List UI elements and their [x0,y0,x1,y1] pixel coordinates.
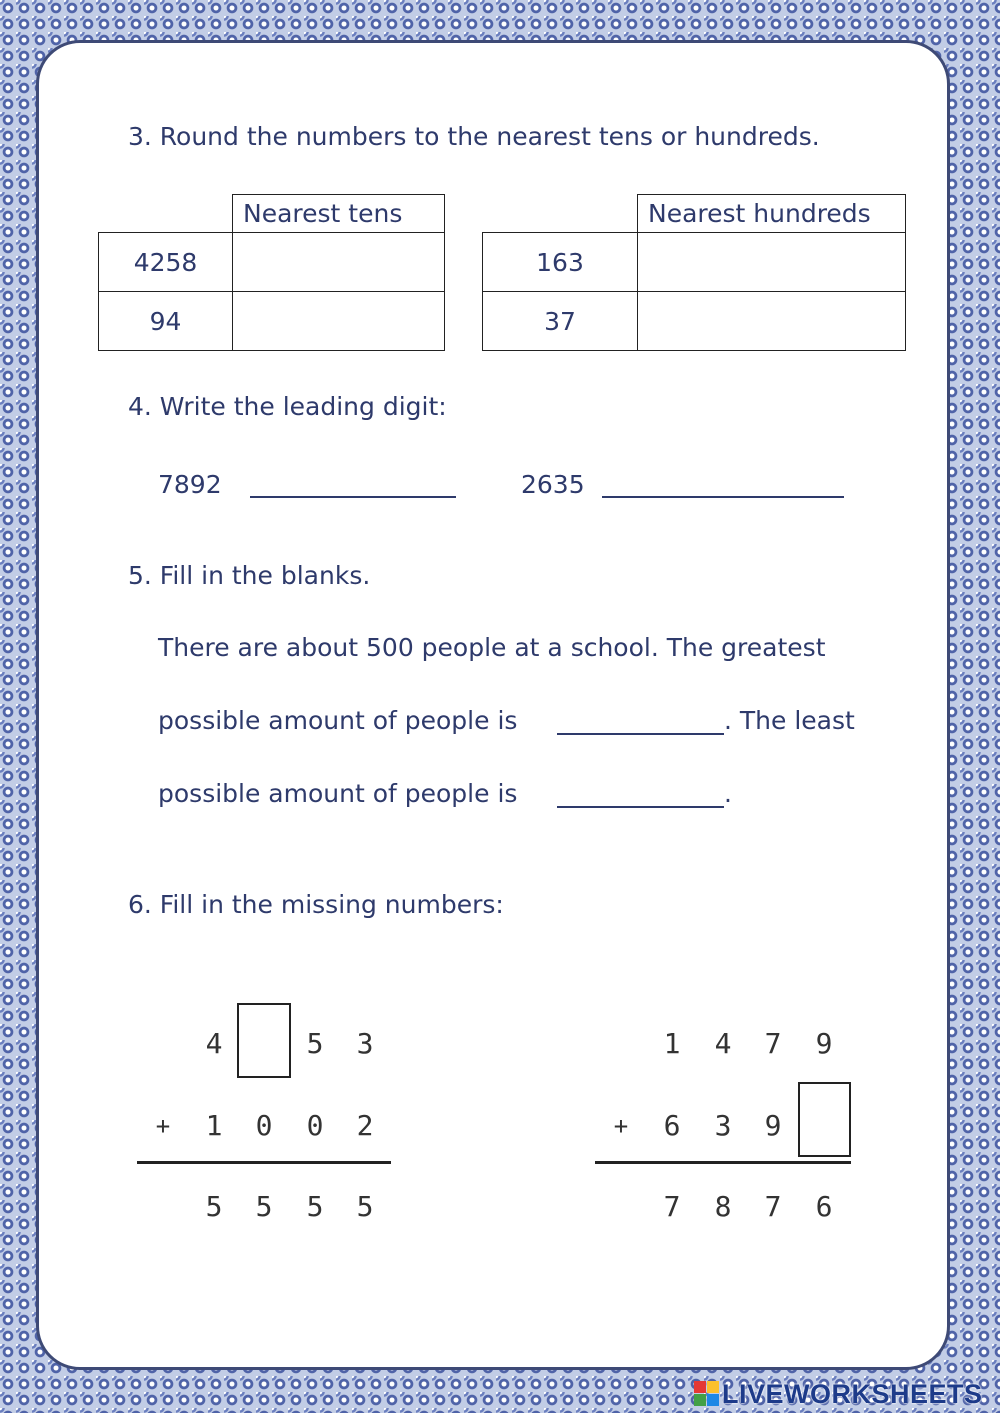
liveworksheets-brand [694,1378,983,1410]
p1-bottom-digit-1: 1 [205,1109,223,1142]
p1-top-digit-3: 5 [306,1027,324,1060]
p2-top-digit-3: 7 [764,1027,782,1060]
p1-bottom-digit-4: 2 [356,1109,374,1142]
q4-title: 4. Write the leading digit: [128,392,447,421]
leading-digit-number-2: 2635 [521,470,585,499]
p2-result-digit-1: 7 [663,1190,681,1223]
tens-table-corner [99,195,233,233]
p1-result-digit-2: 5 [255,1190,273,1223]
p2-top-digit-1: 1 [663,1027,681,1060]
tens-answer-cell-1[interactable] [233,233,445,292]
tens-number-4258: 4258 [99,233,233,292]
q3-title: 3. Round the numbers to the nearest tens or hundreds. [128,122,820,151]
p1-plus-sign: + [155,1112,171,1140]
hundreds-table-corner [483,195,638,233]
least-amount-blank[interactable] [557,806,724,808]
tens-number-94: 94 [99,292,233,351]
p2-top-digit-2: 4 [714,1027,732,1060]
leading-digit-number-1: 7892 [158,470,222,499]
q5-line-2-end: . The least [724,706,855,735]
greatest-amount-blank[interactable] [557,733,724,735]
p1-bottom-digit-3: 0 [306,1109,324,1142]
hundreds-answer-cell-1[interactable] [638,233,906,292]
p1-bottom-digit-2: 0 [255,1109,273,1142]
p2-plus-sign: + [613,1112,629,1140]
p1-missing-digit-box[interactable] [237,1003,291,1078]
p2-top-digit-4: 9 [815,1027,833,1060]
hundreds-table-header: Nearest hundreds [638,195,906,233]
p2-result-digit-2: 8 [714,1190,732,1223]
q5-title: 5. Fill in the blanks. [128,561,371,590]
p2-result-digit-4: 6 [815,1190,833,1223]
hundreds-number-163: 163 [483,233,638,292]
p1-result-digit-4: 5 [356,1190,374,1223]
p2-bottom-digit-3: 9 [764,1109,782,1142]
p2-bottom-digit-2: 3 [714,1109,732,1142]
p1-top-digit-1: 4 [205,1027,223,1060]
liveworksheets-wordmark: LIVEWORKSHEETS [722,1378,983,1409]
q5-line-3-end: . [724,779,732,808]
hundreds-number-37: 37 [483,292,638,351]
nearest-tens-table [98,194,445,351]
p2-sum-line [595,1161,851,1164]
p1-result-digit-3: 5 [306,1190,324,1223]
hundreds-answer-cell-2[interactable] [638,292,906,351]
p2-missing-digit-box[interactable] [798,1082,851,1157]
liveworksheets-logo-icon [694,1381,720,1407]
tens-answer-cell-2[interactable] [233,292,445,351]
p1-result-digit-1: 5 [205,1190,223,1223]
leading-digit-blank-1[interactable] [250,496,456,498]
q5-line-1: There are about 500 people at a school. The greatest [158,633,826,662]
tens-table-header: Nearest tens [233,195,445,233]
leading-digit-blank-2[interactable] [602,496,844,498]
p2-result-digit-3: 7 [764,1190,782,1223]
q5-line-3-start: possible amount of people is [158,779,518,808]
nearest-hundreds-table [482,194,906,351]
q5-line-2-start: possible amount of people is [158,706,518,735]
p2-bottom-digit-1: 6 [663,1109,681,1142]
q6-title: 6. Fill in the missing numbers: [128,890,504,919]
p1-top-digit-4: 3 [356,1027,374,1060]
p1-sum-line [137,1161,391,1164]
